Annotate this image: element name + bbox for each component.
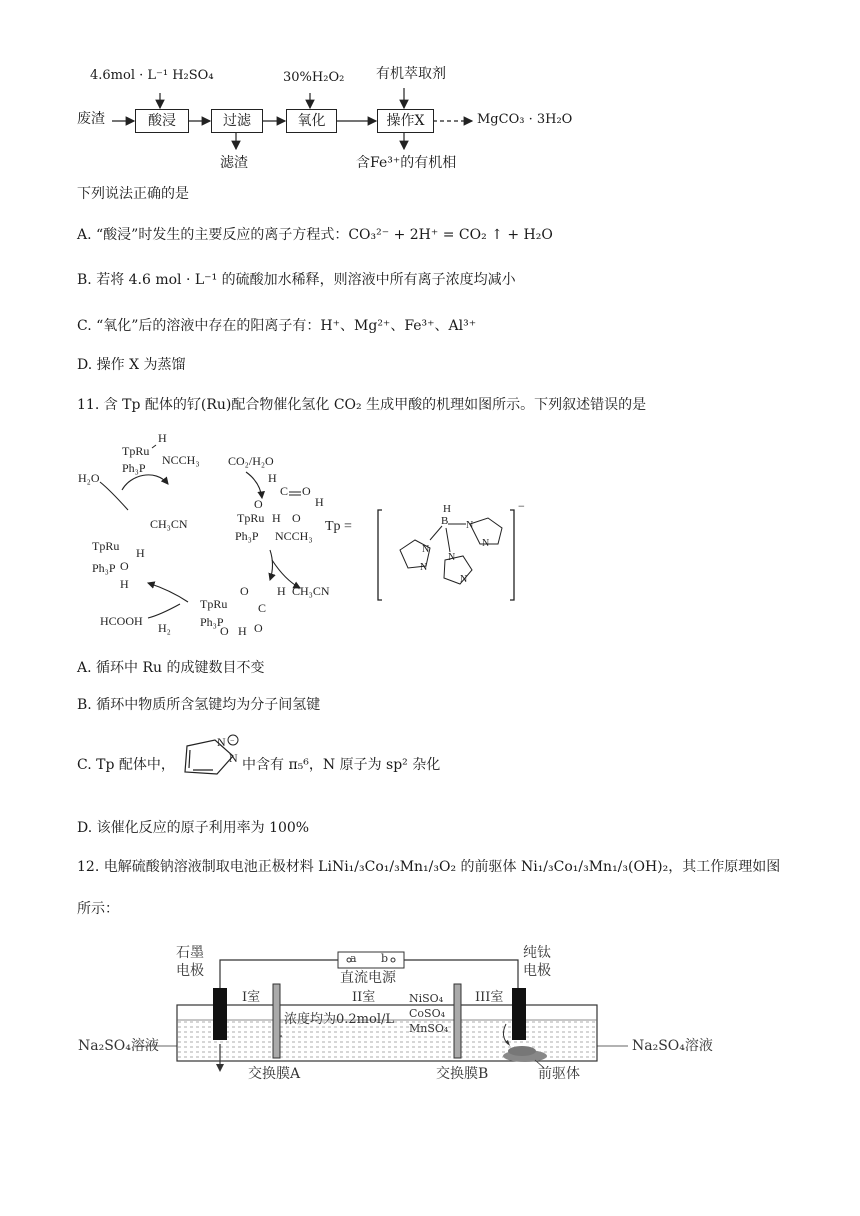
svg-text:TpRu: TpRu	[92, 539, 120, 553]
svg-text:C: C	[280, 484, 289, 498]
flow-out-organic-phase: 含Fe³⁺的有机相	[356, 155, 457, 171]
salt-coso4: CoSO₄	[409, 1007, 446, 1020]
q11-option-a: A. 循环中 Ru 的成键数目不变	[77, 660, 265, 676]
svg-text:C: C	[258, 601, 267, 615]
concentration-label: 浓度均为0.2mol/L	[284, 1012, 394, 1027]
svg-text:N: N	[482, 538, 490, 549]
pyrazole-anion-structure	[175, 732, 247, 782]
room-1-label: I室	[242, 990, 261, 1005]
mech-hcooh: HCOOH	[100, 614, 143, 628]
precursor-label: 前驱体	[538, 1066, 580, 1082]
svg-text:N: N	[420, 562, 428, 573]
svg-text:O: O	[302, 484, 311, 498]
pole-a-label: a	[350, 952, 357, 965]
reagent-extractant: 有机萃取剂	[376, 66, 446, 82]
q10-option-d: D. 操作 X 为蒸馏	[77, 357, 186, 373]
left-electrode-label: 石墨	[176, 945, 204, 961]
svg-text:−: −	[518, 499, 525, 513]
left-solution-label: Na₂SO₄溶液	[78, 1038, 159, 1054]
catalytic-cycle-diagram	[70, 420, 550, 650]
svg-text:N: N	[460, 574, 468, 585]
svg-text:N: N	[466, 520, 474, 531]
q11-stem: 11. 含 Tp 配体的钌(Ru)配合物催化氢化 CO₂ 生成甲酸的机理如图所示。下列叙述错误的是	[77, 397, 647, 413]
svg-text:N: N	[229, 751, 238, 765]
left-electrode-label-2: 电极	[176, 963, 204, 979]
q12-stem-line1: 12. 电解硫酸钠溶液制取电池正极材料 LiNi₁/₃Co₁/₃Mn₁/₃O₂ 的前驱体 Ni₁/₃Co₁/₃Mn₁/₃(OH)₂，其工作原理如图	[77, 859, 781, 875]
svg-text:NCCH₃: NCCH₃	[162, 453, 200, 467]
flow-step-operation-x: 操作X	[377, 109, 434, 133]
svg-text:Ph₃P: Ph₃P	[235, 529, 259, 543]
svg-text:TpRu: TpRu	[237, 511, 265, 525]
salt-mnso4: MnSO₄	[409, 1022, 449, 1035]
svg-text:NCCH₃: NCCH₃	[275, 529, 313, 543]
right-electrode-label: 纯钛	[523, 945, 551, 961]
svg-text:TpRu: TpRu	[200, 597, 228, 611]
reagent-h2o2: 30%H₂O₂	[283, 70, 345, 85]
mech-h2: H₂	[158, 621, 171, 635]
svg-text:H: H	[315, 495, 324, 509]
svg-text:−: −	[230, 736, 235, 745]
flow-step-acid-leach: 酸浸	[135, 109, 189, 133]
svg-text:H: H	[277, 584, 286, 598]
q11-option-c-suffix: 中含有 π₅⁶，N 原子为 sp² 杂化	[242, 757, 441, 773]
right-electrode-label-2: 电极	[523, 963, 551, 979]
flow-out-filter-residue: 滤渣	[220, 155, 248, 171]
mech-ch3cn-right: CH₃CN	[292, 584, 330, 598]
q12-stem-line2: 所示：	[77, 901, 119, 917]
svg-text:Ph₃P: Ph₃P	[122, 461, 146, 475]
svg-text:H: H	[120, 577, 129, 591]
flow-product: MgCO₃ · 3H₂O	[477, 112, 573, 127]
svg-text:N: N	[217, 735, 226, 749]
svg-text:O: O	[240, 584, 249, 598]
svg-text:N: N	[448, 552, 456, 563]
right-solution-label: Na₂SO₄溶液	[632, 1038, 713, 1054]
svg-text:B: B	[441, 515, 449, 527]
electrolysis-cell-svg	[70, 940, 710, 1080]
svg-text:H: H	[136, 546, 145, 560]
svg-text:Ph₃P: Ph₃P	[200, 615, 224, 629]
electrolysis-cell-diagram	[70, 940, 713, 1082]
svg-text:N: N	[422, 544, 430, 555]
flow-step-filter: 过滤	[211, 109, 263, 133]
catalytic-cycle-svg	[70, 420, 550, 650]
svg-text:O: O	[220, 624, 229, 638]
svg-text:O: O	[292, 511, 301, 525]
membrane-a-label: 交换膜A	[248, 1066, 301, 1082]
flow-start-waste: 废渣	[77, 111, 105, 127]
svg-text:O: O	[254, 621, 263, 635]
svg-text:TpRu: TpRu	[122, 444, 150, 458]
svg-text:O: O	[254, 497, 263, 511]
membrane-b-label: 交换膜B	[436, 1066, 489, 1082]
q11-option-c-prefix: C. Tp 配体中，	[77, 757, 175, 773]
q10-stem: 下列说法正确的是	[77, 186, 189, 202]
pole-b-label: b	[381, 952, 389, 965]
process-flowchart	[0, 0, 860, 185]
svg-text:Ph₃P: Ph₃P	[92, 561, 116, 575]
svg-text:H: H	[272, 511, 281, 525]
svg-text:H: H	[443, 503, 451, 515]
room-2-label: II室	[352, 990, 376, 1005]
q11-option-c	[77, 732, 577, 782]
power-supply-label: 直流电源	[340, 970, 396, 986]
svg-text:H: H	[238, 624, 247, 638]
q11-option-b: B. 循环中物质所含氢键均为分子间氢键	[77, 697, 321, 713]
svg-text:H: H	[158, 431, 167, 445]
mech-ch3cn-top: CH₃CN	[150, 517, 188, 531]
q11-option-d: D. 该催化反应的原子利用率为 100%	[77, 820, 310, 836]
q10-option-b: B. 若将 4.6 mol · L⁻¹ 的硫酸加水稀释，则溶液中所有离子浓度均减小	[77, 272, 516, 288]
room-3-label: III室	[475, 990, 504, 1005]
mech-h2o: H₂O	[78, 471, 100, 485]
mech-tp-eq: Tp =	[325, 519, 352, 534]
reagent-acid: 4.6mol · L⁻¹ H₂SO₄	[90, 68, 214, 83]
q10-option-c: C. “氧化”后的溶液中存在的阳离子有：H⁺、Mg²⁺、Fe³⁺、Al³⁺	[77, 318, 477, 334]
flow-step-oxidize: 氧化	[286, 109, 337, 133]
svg-text:H: H	[268, 471, 277, 485]
svg-text:O: O	[120, 559, 129, 573]
q10-option-a: A. “酸浸”时发生的主要反应的离子方程式：CO₃²⁻ + 2H⁺ = CO₂ ↑ + H₂O	[77, 227, 553, 243]
salt-niso4: NiSO₄	[409, 992, 444, 1005]
mech-co2-h2o: CO₂/H₂O	[228, 454, 274, 468]
